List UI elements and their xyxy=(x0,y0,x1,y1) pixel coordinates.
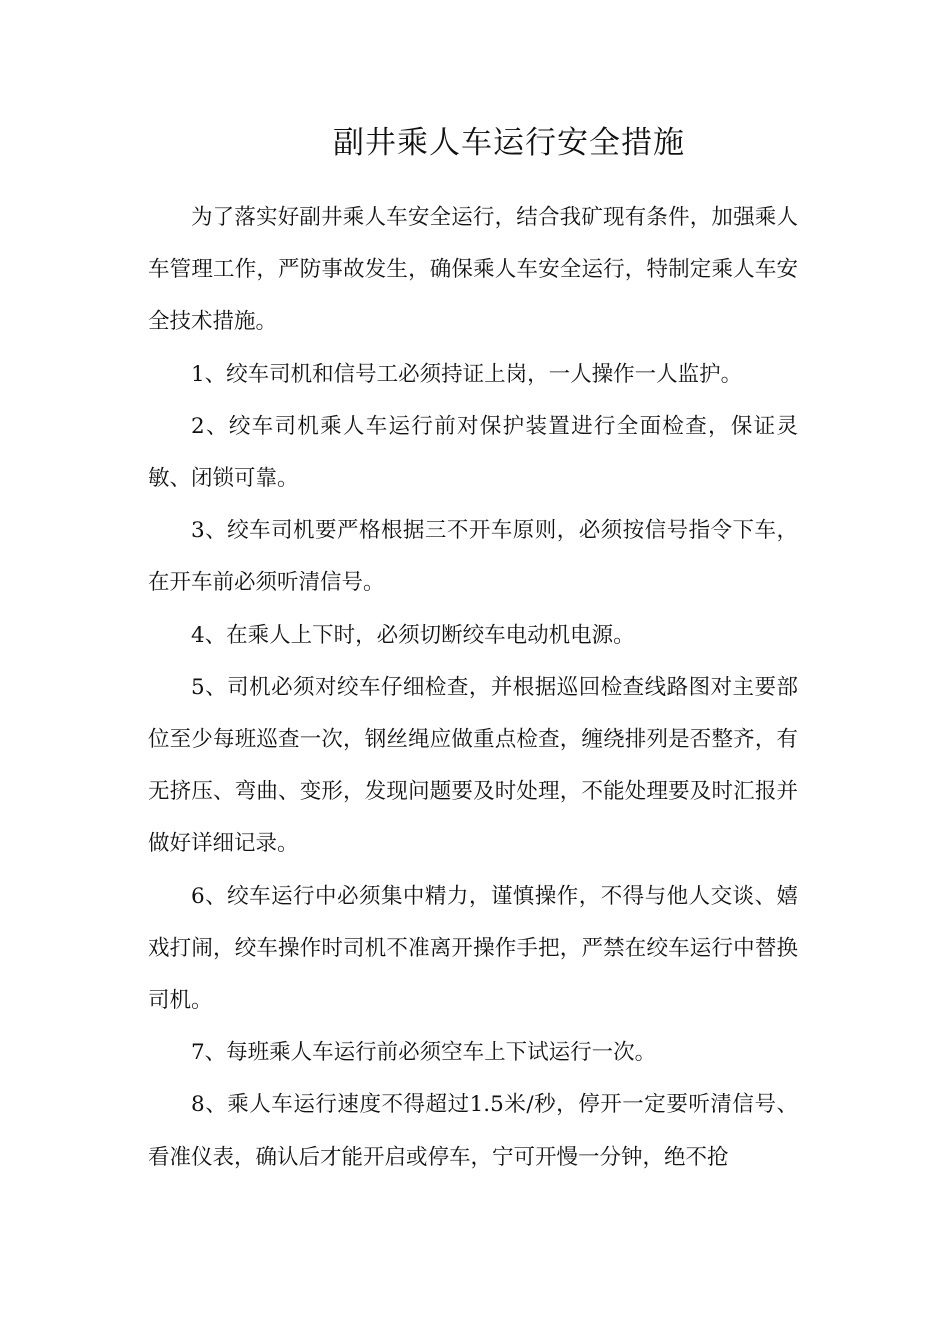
paragraph-item-5: 5、司机必须对绞车仔细检查，并根据巡回检查线路图对主要部位至少每班巡查一次，钢丝绳应做重点检查，缠绕排列是否整齐，有无挤压、弯曲、变形，发现问题要及时处理，不能处理要及时汇报并做好详细记录。 xyxy=(148,674,798,857)
paragraph-intro: 为了落实好副井乘人车安全运行，结合我矿现有条件，加强乘人车管理工作，严防事故发生，确保乘人车安全运行，特制定乘人车安全技术措施。 xyxy=(148,205,798,335)
paragraph-item-1: 1、绞车司机和信号工必须持证上岗，一人操作一人监护。 xyxy=(191,361,743,387)
paragraph-item-4: 4、在乘人上下时，必须切断绞车电动机电源。 xyxy=(191,622,635,648)
document-title: 副井乘人车运行安全措施 xyxy=(333,125,685,161)
paragraph-item-6: 6、绞车运行中必须集中精力，谨慎操作，不得与他人交谈、嬉戏打闹，绞车操作时司机不准离开操作手把，严禁在绞车运行中替换司机。 xyxy=(148,883,798,1014)
paragraph-item-2: 2、绞车司机乘人车运行前对保护装置进行全面检查，保证灵敏、闭锁可靠。 xyxy=(148,413,798,492)
document-body xyxy=(148,192,798,1184)
paragraph-item-8: 8、乘人车运行速度不得超过1.5米/秒，停开一定要听清信号、看准仪表，确认后才能开启或停车，宁可开慢一分钟，绝不抢 xyxy=(148,1092,798,1170)
paragraph-item-7: 7、每班乘人车运行前必须空车上下试运行一次。 xyxy=(191,1040,657,1066)
paragraph-item-3: 3、绞车司机要严格根据三不开车原则，必须按信号指令下车，在开车前必须听清信号。 xyxy=(148,518,798,596)
